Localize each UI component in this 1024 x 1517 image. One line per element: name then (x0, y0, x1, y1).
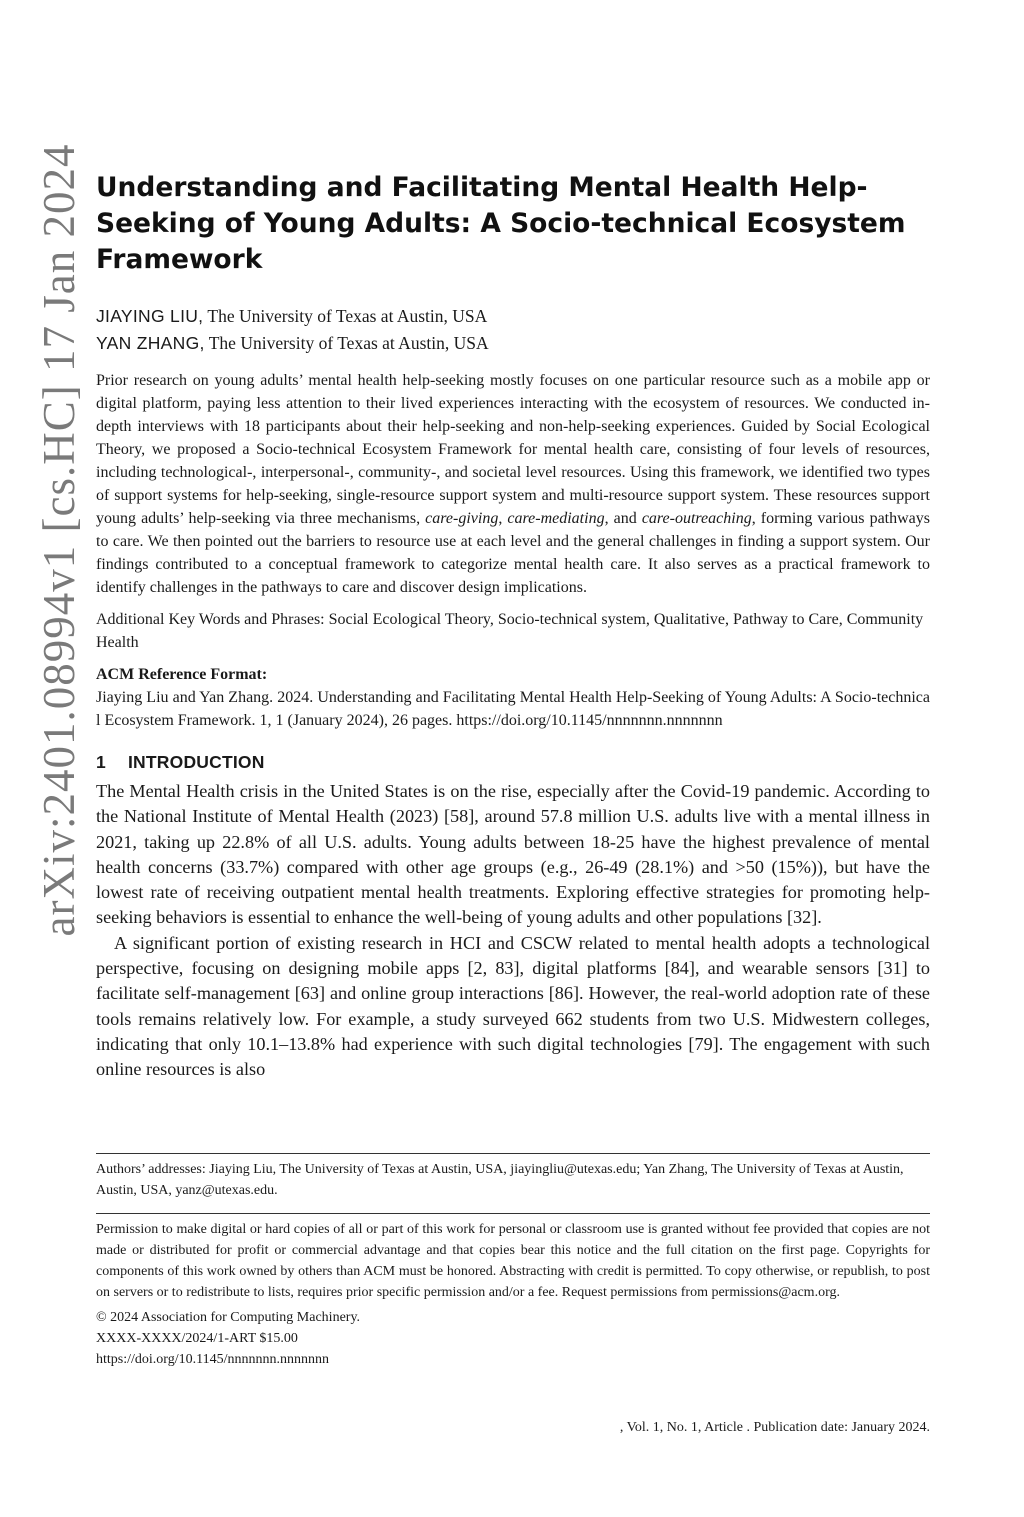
author-name: YAN ZHANG, (96, 333, 205, 353)
keywords: Additional Key Words and Phrases: Social Ecological Theory, Socio-technical system, Qualitative, Pathway to Care, Community Health (96, 611, 924, 651)
section-number: 1 (96, 752, 106, 772)
abstract: Prior research on young adults’ mental health help-seeking mostly focuses on one particular resource such as a mobile app or digital platform, paying less attention to their lived experiences interacting with the ecosystem of resources. We conducted in-depth interviews with 18 participants about their help-seeking and non-help-seeking experiences. Guided by Social Ecological Theory, we proposed a Socio-technical Ecosystem Framework for mental health care, consisting of four levels of resources, including technological-, interpersonal-, community-, and societal level resources. Using this framework, we identified two types of support systems for help-seeking, single-resource support system and multi-resource support system. These resources support young adults’ help-seeking via three mechanisms, care-giving, care-mediating, and care-outreaching, forming various pathways to care. We then pointed out the barriers to resource use at each level and the general challenges in finding a support system. Our findings contributed to a conceptual framework to categorize mental health care. It also serves as a practical framework to identify challenges in the pathways to care and discover design implications. (96, 372, 931, 596)
permission-text: Permission to make digital or hard copies of all or part of this work for personal or classroom use is granted without fee provided that copies are not made or distributed for profit or commercial advantage and that copies bear this notice and the full citation on the first page. Copyrights for components of this work owned by others than ACM must be honored. Abstracting with credit is permitted. To copy otherwise, or republish, to post on servers or to redistribute to lists, requires prior specific permission and/or a fee. Request permissions from permissions@acm.org. (96, 1222, 930, 1300)
author-affiliation: The University of Texas at Austin, USA (203, 306, 488, 326)
paragraph: The Mental Health crisis in the United States is on the rise, especially after the Covid-19 pandemic. According to the National Institute of Mental Health (2023) [58], around 57.8 million U.S. adults live with a mental illness in 2021, taking up 22.8% of all U.S. adults. Young adults between 18-25 have the highest prevalence of mental health concerns (33.7%) compared with other age groups (e.g., 26-49 (28.1%) and >50 (15%)), but have the lowest rate of receiving outpatient mental health treatments. Exploring effective strategies for promoting help-seeking behaviors is essential to enhance the well-being of young adults and other populations [32]. (96, 781, 930, 928)
author-name: JIAYING LIU, (96, 306, 204, 326)
page-footer: , Vol. 1, No. 1, Article . Publication date: January 2024. (619, 1420, 930, 1435)
copyright-line: © 2024 Association for Computing Machinery. (96, 1310, 361, 1325)
author-list (96, 303, 930, 357)
acm-reference-text: Jiaying Liu and Yan Zhang. 2024. Understanding and Facilitating Mental Health Help-Seeking of Young Adults: A Socio-technical Ecosystem Framework. 1, 1 (January 2024), 26 pages. https://doi.org/10.1145/nnnnnnn.nnnnnnn (96, 689, 930, 729)
author-entry (96, 303, 930, 330)
paper-body (96, 170, 930, 1083)
acm-reference-heading: ACM Reference Format: (96, 666, 268, 683)
term-care-mediating: care-mediating (507, 510, 605, 527)
section-title: INTRODUCTION (128, 752, 265, 772)
paper-title: Understanding and Facilitating Mental Health Help-Seeking of Young Adults: A Socio-technical Ecosystem Framework (96, 172, 906, 275)
acm-reference-format (96, 663, 930, 732)
paragraph: A significant portion of existing research in HCI and CSCW related to mental health adopts a technological perspective, focusing on designing mobile apps [2, 83], digital platforms [84], and wearable sensors [31] to facilitate self-management [63] and online group interactions [86]. However, the real-world adoption rate of these tools remains relatively low. For example, a study surveyed 662 students from two U.S. Midwestern colleges, indicating that only 10.1–13.8% had experience with such digital technologies [79]. The engagement with such online resources is also (96, 932, 930, 1080)
section-heading (96, 750, 930, 774)
authors-address-footnote: Authors’ addresses: Jiaying Liu, The University of Texas at Austin, USA, jiayingliu@utexas.edu; Yan Zhang, The University of Texas at Austin, Austin, USA, yanz@utexas.edu. (96, 1153, 930, 1201)
author-affiliation: The University of Texas at Austin, USA (204, 333, 489, 353)
term-care-giving: care-giving (425, 510, 499, 527)
author-entry (96, 330, 930, 357)
isbn-line: XXXX-XXXX/2024/1-ART $15.00 (96, 1331, 298, 1346)
permission-footnote (96, 1213, 930, 1370)
arxiv-sidebar-stamp: arXiv:2401.08994v1 [cs.HC] 17 Jan 2024 (34, 143, 84, 937)
doi-link[interactable]: https://doi.org/10.1145/nnnnnnn.nnnnnnn (96, 1352, 329, 1367)
term-care-outreaching: care-outreaching (641, 510, 752, 527)
